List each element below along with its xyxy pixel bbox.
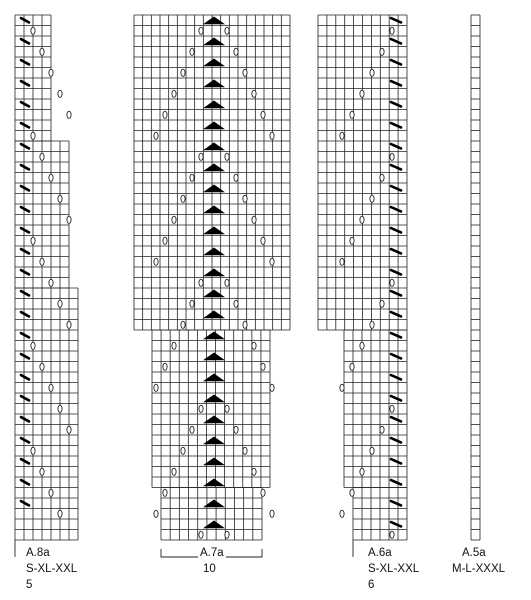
chart-a6a-yarn-over-symbol bbox=[340, 258, 344, 265]
chart-a7a-yarn-over-symbol bbox=[243, 321, 247, 328]
chart-a7a-yarn-over-symbol bbox=[181, 69, 185, 76]
chart-a6a-decrease-symbol bbox=[391, 375, 401, 379]
chart-a6a-yarn-over-symbol bbox=[390, 153, 394, 160]
chart-a6a-decrease-symbol bbox=[391, 123, 401, 127]
chart-a6a-yarn-over-symbol bbox=[370, 321, 374, 328]
chart-a7a-yarn-over-symbol bbox=[163, 489, 167, 496]
chart-a8a-yarn-over-symbol bbox=[67, 216, 71, 223]
chart-a7a-double-decrease-symbol bbox=[203, 164, 225, 172]
chart-width-brackets bbox=[15, 540, 353, 557]
chart-a8a-decrease-symbol bbox=[21, 291, 29, 295]
chart-a7a-double-decrease-symbol bbox=[203, 38, 225, 46]
chart-a7a-double-decrease-symbol bbox=[203, 521, 225, 529]
chart-a7a-yarn-over-symbol bbox=[190, 300, 194, 307]
chart-a7a-yarn-over-symbol bbox=[270, 510, 274, 517]
chart-a7a-yarn-over-symbol bbox=[225, 405, 229, 412]
chart-a6a-yarn-over-symbol bbox=[350, 111, 354, 118]
chart-a7a-yarn-over-symbol bbox=[270, 384, 274, 391]
chart-a7a-stitch-count: 10 bbox=[203, 563, 216, 575]
chart-a6a-yarn-over-symbol bbox=[370, 69, 374, 76]
chart-a8a-decrease-symbol bbox=[21, 459, 29, 463]
chart-a7a-yarn-over-symbol bbox=[225, 279, 229, 286]
chart-a6a-decrease-symbol bbox=[391, 102, 401, 106]
chart-a6a-decrease-symbol bbox=[391, 186, 401, 190]
chart-a7a-yarn-over-symbol bbox=[252, 90, 256, 97]
chart-a6a-yarn-over-symbol bbox=[380, 426, 384, 433]
chart-a6a-decrease-symbol bbox=[391, 249, 401, 253]
chart-a7a-double-decrease-symbol bbox=[203, 122, 225, 130]
chart-a8a-decrease-symbol bbox=[21, 333, 29, 337]
chart-a6a-yarn-over-symbol bbox=[360, 468, 364, 475]
chart-a8a-yarn-over-symbol bbox=[49, 279, 53, 286]
chart-a6a-decrease-symbol bbox=[391, 165, 401, 169]
chart-a8a-decrease-symbol bbox=[21, 354, 29, 358]
chart-a6a-yarn-over-symbol bbox=[370, 195, 374, 202]
chart-a8a-yarn-over-symbol bbox=[40, 258, 44, 265]
chart-a6a-sizes: S-XL-XXL bbox=[368, 563, 420, 575]
chart-a6a-decrease-symbol bbox=[391, 459, 401, 463]
chart-a8a-sizes: S-XL-XXL bbox=[26, 563, 78, 575]
chart-a7a-yarn-over-symbol bbox=[181, 447, 185, 454]
chart-a7a-yarn-over-symbol bbox=[172, 90, 176, 97]
chart-a7a-yarn-over-symbol bbox=[252, 468, 256, 475]
chart-a6a-decrease-symbol bbox=[391, 354, 401, 358]
chart-a6a-decrease-symbol bbox=[391, 396, 401, 400]
chart-a6a-yarn-over-symbol bbox=[390, 279, 394, 286]
chart-a7a-yarn-over-symbol bbox=[270, 132, 274, 139]
chart-a8a-decrease-symbol bbox=[21, 60, 29, 64]
chart-a7a-yarn-over-symbol bbox=[234, 426, 238, 433]
chart-a7a-yarn-over-symbol bbox=[199, 405, 203, 412]
chart-a7a-yarn-over-symbol bbox=[261, 363, 265, 370]
chart-a8a-yarn-over-symbol bbox=[40, 468, 44, 475]
chart-a7a-double-decrease-symbol bbox=[203, 248, 225, 256]
chart-a6a-yarn-over-symbol bbox=[370, 447, 374, 454]
chart-a7a-yarn-over-symbol bbox=[225, 531, 229, 538]
chart-a7a-yarn-over-symbol bbox=[261, 111, 265, 118]
chart-a7a-yarn-over-symbol bbox=[261, 489, 265, 496]
chart-a7a-yarn-over-symbol bbox=[190, 48, 194, 55]
chart-a6a-decrease-symbol bbox=[391, 480, 401, 484]
chart-a8a-yarn-over-symbol bbox=[40, 363, 44, 370]
chart-a6a-yarn-over-symbol bbox=[390, 27, 394, 34]
chart-a7a-yarn-over-symbol bbox=[154, 132, 158, 139]
chart-a8a-yarn-over-symbol bbox=[40, 48, 44, 55]
chart-a8a-yarn-over-symbol bbox=[31, 132, 35, 139]
chart-a8a-decrease-symbol bbox=[21, 228, 29, 232]
chart-a7a-yarn-over-symbol bbox=[172, 216, 176, 223]
chart-a7a-yarn-over-symbol bbox=[252, 342, 256, 349]
chart-a6a-yarn-over-symbol bbox=[360, 342, 364, 349]
chart-a8a-decrease-symbol bbox=[21, 501, 29, 505]
chart-a8a-decrease-symbol bbox=[21, 81, 29, 85]
chart-a7a-yarn-over-symbol bbox=[190, 426, 194, 433]
chart-a7a-yarn-over-symbol bbox=[154, 384, 158, 391]
chart-a7a-double-decrease-symbol bbox=[203, 269, 225, 277]
chart-a7a-label: A.7a bbox=[200, 547, 224, 559]
chart-a8a-decrease-symbol bbox=[21, 144, 29, 148]
chart-a8a-decrease-symbol bbox=[21, 480, 29, 484]
chart-a7a-yarn-over-symbol bbox=[225, 27, 229, 34]
chart-a7a-yarn-over-symbol bbox=[172, 468, 176, 475]
chart-a7a-yarn-over-symbol bbox=[154, 258, 158, 265]
chart-a6a-decrease-symbol bbox=[391, 417, 401, 421]
chart-a8a-yarn-over-symbol bbox=[49, 69, 53, 76]
chart-a7a-double-decrease-symbol bbox=[203, 59, 225, 67]
chart-a6a-yarn-over-symbol bbox=[350, 489, 354, 496]
chart-a6a-decrease-symbol bbox=[391, 522, 401, 526]
chart-a8a-yarn-over-symbol bbox=[31, 27, 35, 34]
chart-a6a-yarn-over-symbol bbox=[380, 174, 384, 181]
chart-a8a-yarn-over-symbol bbox=[58, 510, 62, 517]
chart-a7a-double-decrease-symbol bbox=[203, 143, 225, 151]
chart-a6a-decrease-symbol bbox=[391, 144, 401, 148]
chart-a8a-yarn-over-symbol bbox=[31, 447, 35, 454]
chart-a6a-decrease-symbol bbox=[391, 438, 401, 442]
chart-a6a-yarn-over-symbol bbox=[360, 216, 364, 223]
chart-a8a-decrease-symbol bbox=[21, 123, 29, 127]
chart-a6a-yarn-over-symbol bbox=[340, 384, 344, 391]
chart-a8a-decrease-symbol bbox=[21, 102, 29, 106]
chart-a7a-yarn-over-symbol bbox=[172, 342, 176, 349]
chart-a6a-yarn-over-symbol bbox=[360, 90, 364, 97]
chart-a6a-decrease-symbol bbox=[391, 333, 401, 337]
chart-a6a-decrease-symbol bbox=[391, 270, 401, 274]
chart-a6a-decrease-symbol bbox=[391, 81, 401, 85]
chart-a7a-yarn-over-symbol bbox=[225, 153, 229, 160]
chart-a8a-yarn-over-symbol bbox=[49, 174, 53, 181]
chart-a8a-decrease-symbol bbox=[21, 312, 29, 316]
chart-a8a-yarn-over-symbol bbox=[67, 426, 71, 433]
chart-a6a-decrease-symbol bbox=[391, 39, 401, 43]
chart-a6a-yarn-over-symbol bbox=[350, 363, 354, 370]
chart-a7a-yarn-over-symbol bbox=[190, 174, 194, 181]
chart-a7a-yarn-over-symbol bbox=[261, 237, 265, 244]
chart-a7a-yarn-over-symbol bbox=[243, 195, 247, 202]
chart-a8a-yarn-over-symbol bbox=[49, 384, 53, 391]
chart-a5a-sizes: M-L-XXXL bbox=[452, 563, 506, 575]
chart-a8a-yarn-over-symbol bbox=[67, 321, 71, 328]
chart-a7a-yarn-over-symbol bbox=[199, 27, 203, 34]
chart-a8a-yarn-over-symbol bbox=[58, 90, 62, 97]
chart-a8a-decrease-symbol bbox=[21, 249, 29, 253]
chart-a8a-decrease-symbol bbox=[21, 186, 29, 190]
chart-a7a-yarn-over-symbol bbox=[243, 69, 247, 76]
chart-a8a-stitch-count: 5 bbox=[26, 579, 33, 591]
chart-a8a-decrease-symbol bbox=[21, 438, 29, 442]
chart-a7a-yarn-over-symbol bbox=[163, 363, 167, 370]
chart-a7a-double-decrease-symbol bbox=[203, 80, 225, 88]
chart-a7a-yarn-over-symbol bbox=[270, 258, 274, 265]
chart-a7a-yarn-over-symbol bbox=[181, 195, 185, 202]
chart-a7a-double-decrease-symbol bbox=[203, 311, 225, 319]
chart-a6a-yarn-over-symbol bbox=[380, 48, 384, 55]
chart-a7a-double-decrease-symbol bbox=[203, 17, 225, 25]
chart-a8a-decrease-symbol bbox=[21, 375, 29, 379]
chart-a7a-yarn-over-symbol bbox=[154, 510, 158, 517]
chart-a8a-label: A.8a bbox=[26, 547, 50, 559]
chart-a7a-yarn-over-symbol bbox=[199, 531, 203, 538]
chart-a8a-decrease-symbol bbox=[21, 396, 29, 400]
chart-a6a-decrease-symbol bbox=[391, 207, 401, 211]
chart-a6a-decrease-symbol bbox=[391, 291, 401, 295]
chart-a6a-decrease-symbol bbox=[391, 18, 401, 22]
chart-a8a-yarn-over-symbol bbox=[31, 342, 35, 349]
chart-a7a-yarn-over-symbol bbox=[252, 216, 256, 223]
chart-a7a-double-decrease-symbol bbox=[203, 185, 225, 193]
chart-a8a-yarn-over-symbol bbox=[58, 195, 62, 202]
chart-a8a-decrease-symbol bbox=[21, 165, 29, 169]
chart-a8a-yarn-over-symbol bbox=[58, 405, 62, 412]
chart-a8a-yarn-over-symbol bbox=[40, 153, 44, 160]
chart-a6a-decrease-symbol bbox=[391, 60, 401, 64]
chart-a6a-yarn-over-symbol bbox=[390, 405, 394, 412]
chart-a6a-decrease-symbol bbox=[391, 501, 401, 505]
chart-a7a-yarn-over-symbol bbox=[163, 237, 167, 244]
chart-a8a-decrease-symbol bbox=[21, 417, 29, 421]
chart-a7a-double-decrease-symbol bbox=[203, 290, 225, 298]
chart-a7a-double-decrease-symbol bbox=[203, 101, 225, 109]
chart-a7a-yarn-over-symbol bbox=[163, 111, 167, 118]
chart-a7a-yarn-over-symbol bbox=[234, 48, 238, 55]
chart-a6a-yarn-over-symbol bbox=[350, 237, 354, 244]
chart-a7a-yarn-over-symbol bbox=[243, 447, 247, 454]
chart-a7a-yarn-over-symbol bbox=[181, 321, 185, 328]
chart-a5a-label: A.5a bbox=[462, 547, 486, 559]
chart-a6a-yarn-over-symbol bbox=[340, 132, 344, 139]
chart-a7a-double-decrease-symbol bbox=[203, 500, 225, 508]
chart-a8a-decrease-symbol bbox=[21, 207, 29, 211]
chart-a8a-yarn-over-symbol bbox=[67, 111, 71, 118]
chart-a8a-decrease-symbol bbox=[21, 18, 29, 22]
chart-a6a-yarn-over-symbol bbox=[380, 300, 384, 307]
chart-a8a-yarn-over-symbol bbox=[31, 237, 35, 244]
chart-a7a-double-decrease-symbol bbox=[203, 227, 225, 235]
chart-a6a-decrease-symbol bbox=[391, 228, 401, 232]
chart-a6a-label: A.6a bbox=[368, 547, 392, 559]
chart-a7a-yarn-over-symbol bbox=[199, 153, 203, 160]
chart-a8a-grid bbox=[15, 15, 78, 540]
chart-a5a-grid bbox=[471, 15, 480, 540]
chart-a7a-yarn-over-symbol bbox=[199, 279, 203, 286]
chart-a8a-decrease-symbol bbox=[21, 270, 29, 274]
chart-a6a-grid bbox=[318, 15, 407, 540]
chart-a6a-yarn-over-symbol bbox=[340, 510, 344, 517]
chart-a6a-yarn-over-symbol bbox=[390, 531, 394, 538]
chart-a8a-yarn-over-symbol bbox=[49, 489, 53, 496]
chart-a7a-grid bbox=[134, 15, 290, 540]
chart-a6a-stitch-count: 6 bbox=[368, 579, 375, 591]
chart-a7a-yarn-over-symbol bbox=[234, 300, 238, 307]
chart-a6a-decrease-symbol bbox=[391, 312, 401, 316]
chart-a7a-yarn-over-symbol bbox=[234, 174, 238, 181]
chart-a8a-yarn-over-symbol bbox=[58, 300, 62, 307]
chart-a8a-decrease-symbol bbox=[21, 39, 29, 43]
chart-a7a-double-decrease-symbol bbox=[203, 206, 225, 214]
